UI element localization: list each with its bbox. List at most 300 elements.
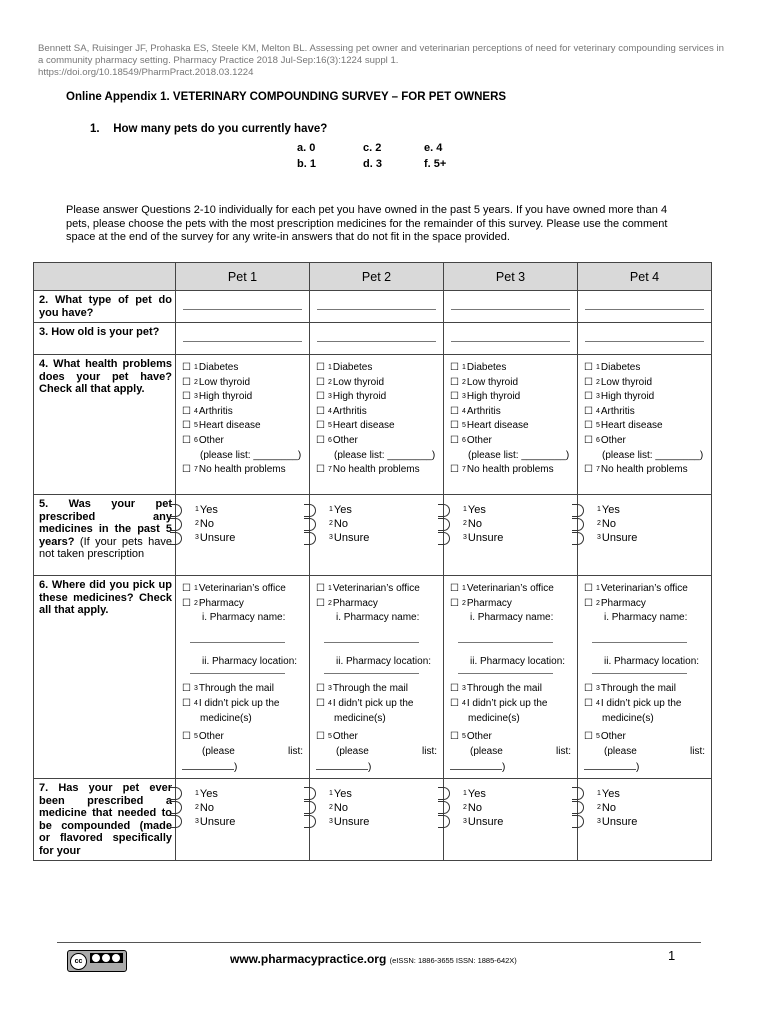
checkbox-icon[interactable]: ☐ [316, 391, 325, 403]
checkbox-icon[interactable]: ☐ [584, 464, 593, 476]
option-label: Through the mail [466, 683, 542, 695]
please-list-input[interactable] [316, 759, 441, 776]
issn: (eISSN: 1886-3655 ISSN: 1885-642X) [389, 956, 517, 965]
checkbox-icon[interactable]: ☐ [182, 420, 191, 432]
radio-circle-icon[interactable] [170, 801, 182, 814]
question-7-label: 7. Has your pet ever been prescribed a medicine that needed to be compounded (made or flavored specifically for your [34, 778, 176, 860]
option-number: 2 [461, 599, 466, 607]
radio-circle-icon[interactable] [438, 532, 450, 545]
checkbox-option[interactable] [584, 697, 709, 712]
please-list-field[interactable] [182, 745, 307, 760]
pharmacy-name-label: i. Pharmacy name: [470, 612, 554, 624]
option-number: 1 [195, 506, 199, 513]
checkbox-option[interactable] [316, 463, 441, 478]
radio-circle-icon[interactable] [572, 518, 584, 531]
checkbox-icon[interactable]: ☐ [182, 434, 191, 446]
creative-commons-logo [67, 950, 127, 972]
option-label: Low thyroid [332, 376, 385, 388]
compounded-options [176, 778, 310, 860]
question-4-label: 4. What health problems does your pet have? Check all that apply. [34, 355, 176, 495]
checkbox-option[interactable] [584, 434, 709, 449]
checkbox-option[interactable] [316, 405, 441, 420]
please-list-input[interactable] [450, 759, 575, 776]
option-label: Yes [467, 504, 486, 516]
pet-age-cell[interactable] [176, 323, 310, 355]
option-label: Yes [199, 504, 218, 516]
pet-type-cell[interactable] [444, 291, 578, 323]
checkbox-option[interactable] [584, 419, 709, 434]
checkbox-icon[interactable]: ☐ [182, 391, 191, 403]
option-number: 1 [193, 585, 198, 592]
checkbox-icon[interactable]: ☐ [316, 376, 325, 388]
radio-option[interactable] [170, 503, 307, 517]
option-number: 3 [329, 817, 333, 825]
checkbox-option[interactable] [182, 463, 307, 478]
checkbox-icon[interactable]: ☐ [450, 583, 459, 594]
option-label: Pharmacy [198, 597, 244, 609]
radio-circle-icon[interactable] [572, 801, 584, 814]
please-label: (please [470, 745, 503, 757]
checkbox-option[interactable] [182, 697, 307, 712]
checkbox-icon[interactable]: ☐ [316, 583, 325, 594]
option-number: 1 [463, 789, 467, 797]
pharmacy-name-label: i. Pharmacy name: [336, 612, 420, 624]
prescribed-options [444, 495, 578, 576]
option-number: 4 [193, 407, 198, 415]
close-paren: ) [502, 762, 506, 774]
question-1 [90, 123, 327, 135]
checkbox-option[interactable] [450, 730, 575, 745]
option-number: 7 [327, 466, 332, 474]
checkbox-option[interactable] [182, 419, 307, 434]
pet-type-cell[interactable] [578, 291, 712, 323]
pet-age-input[interactable] [451, 341, 570, 342]
option-label: Unsure [601, 815, 638, 828]
checkbox-icon[interactable]: ☐ [584, 434, 593, 446]
pharmacy-location-input[interactable] [324, 671, 419, 674]
list-label: list: [422, 745, 437, 757]
pharmacy-name-input[interactable] [190, 628, 285, 643]
radio-circle-icon[interactable] [572, 504, 584, 517]
blank-line[interactable] [316, 759, 368, 770]
checkbox-icon[interactable]: ☐ [450, 697, 459, 709]
pharmacy-name-label: i. Pharmacy name: [202, 612, 286, 624]
question-5-note: (If your pets have not taken prescription [39, 535, 172, 561]
option-label-continued: medicine(s) [200, 712, 252, 724]
option-label: Veterinarian’s office [466, 583, 554, 594]
radio-option[interactable] [438, 787, 575, 801]
checkbox-option[interactable] [316, 361, 441, 376]
radio-circle-icon[interactable] [304, 801, 316, 814]
checkbox-option[interactable] [584, 730, 709, 745]
radio-option[interactable] [572, 517, 709, 531]
radio-option[interactable] [304, 531, 441, 545]
radio-option[interactable] [438, 815, 575, 829]
checkbox-icon[interactable]: ☐ [450, 405, 459, 417]
radio-option[interactable] [170, 531, 307, 545]
checkbox-icon[interactable]: ☐ [316, 420, 325, 432]
option-label: Unsure [467, 815, 504, 828]
pharmacy-location-label: ii. Pharmacy location: [336, 655, 432, 667]
pet-age-input[interactable] [183, 341, 302, 342]
option-number: 3 [461, 393, 466, 401]
checkbox-icon[interactable]: ☐ [450, 362, 459, 373]
checkbox-option[interactable] [182, 597, 307, 612]
checkbox-icon[interactable]: ☐ [584, 731, 593, 743]
checkbox-icon[interactable]: ☐ [182, 731, 191, 743]
radio-circle-icon[interactable] [170, 815, 182, 828]
radio-option[interactable] [438, 531, 575, 545]
checkbox-icon[interactable]: ☐ [316, 697, 325, 709]
please-list-field[interactable]: (please list: ________) [334, 449, 436, 461]
checkbox-icon[interactable]: ☐ [450, 376, 459, 388]
question-6-label: 6. Where did you pick up these medicines? Check all that apply. [34, 576, 176, 779]
option-number: 1 [327, 364, 332, 371]
option-number: 2 [195, 520, 199, 527]
option-number: 1 [329, 506, 333, 513]
please-label: (please [202, 745, 235, 757]
checkbox-option[interactable] [450, 390, 575, 405]
pet-age-cell[interactable] [444, 323, 578, 355]
checkbox-option[interactable] [584, 361, 709, 376]
pet-type-input[interactable] [183, 309, 302, 310]
option-label: Heart disease [198, 420, 261, 432]
website-link[interactable]: www.pharmacypractice.org [230, 952, 387, 966]
option-number: 2 [597, 803, 601, 811]
checkbox-icon[interactable]: ☐ [450, 731, 459, 743]
checkbox-option[interactable] [316, 597, 441, 612]
radio-circle-icon[interactable] [304, 532, 316, 545]
checkbox-icon[interactable]: ☐ [584, 391, 593, 403]
question-1-number: 1. [90, 123, 100, 135]
pet-type-cell[interactable] [310, 291, 444, 323]
option-label: Other [466, 434, 492, 446]
checkbox-option[interactable] [584, 405, 709, 420]
please-list-field[interactable]: (please list: ________) [200, 449, 302, 461]
doi-link[interactable]: https://doi.org/10.18549/PharmPract.2018.03.1224 [38, 67, 254, 78]
radio-circle-icon[interactable] [438, 815, 450, 828]
please-list-field[interactable] [450, 745, 575, 760]
pharmacy-location-label: ii. Pharmacy location: [202, 655, 298, 667]
checkbox-icon[interactable]: ☐ [182, 697, 191, 709]
option-label: Heart disease [466, 420, 529, 432]
option-number: 3 [463, 534, 467, 541]
pickup-options [176, 576, 310, 779]
prescribed-options [176, 495, 310, 576]
checkbox-option[interactable] [316, 434, 441, 449]
option-label: High thyroid [466, 391, 521, 403]
option-number: 2 [463, 803, 467, 811]
pet-type-input[interactable] [451, 309, 570, 310]
radio-circle-icon[interactable] [572, 787, 584, 800]
checkbox-option[interactable] [584, 682, 709, 697]
radio-option[interactable] [572, 801, 709, 815]
q1-option-b[interactable]: b. 1 [297, 158, 316, 170]
pet-age-input[interactable] [585, 341, 704, 342]
pet-age-input[interactable] [317, 341, 436, 342]
option-number: 3 [329, 534, 333, 541]
checkbox-option[interactable] [450, 582, 575, 597]
option-number: 7 [595, 466, 600, 474]
radio-circle-icon[interactable] [572, 815, 584, 828]
radio-circle-icon[interactable] [438, 787, 450, 800]
option-label: Unsure [199, 815, 236, 828]
table-header-row [34, 263, 712, 291]
radio-circle-icon[interactable] [438, 518, 450, 531]
health-problems-options [444, 355, 578, 495]
radio-option[interactable] [170, 787, 307, 801]
option-number: 5 [461, 733, 466, 741]
checkbox-icon[interactable]: ☐ [316, 597, 325, 609]
option-label: No [333, 518, 348, 530]
pharmacy-name-label: i. Pharmacy name: [604, 612, 688, 624]
option-number: 6 [193, 436, 198, 444]
radio-circle-icon[interactable] [304, 815, 316, 828]
pet-type-input[interactable] [317, 309, 436, 310]
radio-circle-icon[interactable] [170, 787, 182, 800]
checkbox-option[interactable] [584, 582, 709, 597]
checkbox-option[interactable] [450, 434, 575, 449]
option-label: Other [332, 434, 358, 446]
pharmacy-name-input[interactable] [458, 628, 553, 643]
checkbox-option[interactable] [316, 697, 441, 712]
checkbox-option[interactable] [450, 697, 575, 712]
header-pet-1: Pet 1 [176, 263, 310, 291]
radio-option[interactable] [438, 517, 575, 531]
blank-line[interactable] [584, 759, 636, 770]
checkbox-option[interactable] [182, 434, 307, 449]
radio-circle-icon[interactable] [438, 801, 450, 814]
checkbox-option[interactable] [182, 390, 307, 405]
checkbox-icon[interactable]: ☐ [316, 731, 325, 743]
citation-text: Bennett SA, Ruisinger JF, Prohaska ES, Steele KM, Melton BL. Assessing pet owner and veterinarian perceptions of need for veterinary compounding services in a community pharmacy setting. Pharmacy Practice 2018 Jul-Sep:16(3):1224 suppl 1. [38, 43, 724, 66]
checkbox-option[interactable] [316, 582, 441, 597]
checkbox-icon[interactable]: ☐ [584, 362, 593, 373]
checkbox-option[interactable] [316, 419, 441, 434]
please-list-input[interactable] [584, 759, 709, 776]
checkbox-option[interactable] [450, 682, 575, 697]
close-paren: ) [368, 762, 372, 774]
radio-circle-icon[interactable] [170, 532, 182, 545]
option-label: Unsure [601, 532, 638, 544]
option-label: Diabetes [600, 362, 641, 373]
blank-line[interactable] [182, 759, 234, 770]
header-pet-4: Pet 4 [578, 263, 712, 291]
checkbox-icon[interactable]: ☐ [182, 683, 191, 695]
checkbox-option[interactable] [182, 582, 307, 597]
checkbox-option[interactable] [316, 376, 441, 391]
checkbox-option[interactable] [182, 405, 307, 420]
checkbox-icon[interactable]: ☐ [584, 697, 593, 709]
checkbox-icon[interactable]: ☐ [182, 583, 191, 594]
header-pet-2: Pet 2 [310, 263, 444, 291]
option-label: Diabetes [332, 362, 373, 373]
checkbox-icon[interactable]: ☐ [450, 434, 459, 446]
option-label: Unsure [333, 815, 370, 828]
radio-option[interactable] [170, 801, 307, 815]
pet-type-cell[interactable] [176, 291, 310, 323]
option-number: 3 [597, 817, 601, 825]
checkbox-option[interactable] [182, 361, 307, 376]
option-label: Pharmacy [466, 597, 512, 609]
checkbox-icon[interactable]: ☐ [316, 434, 325, 446]
checkbox-icon[interactable]: ☐ [450, 597, 459, 609]
checkbox-option[interactable] [584, 463, 709, 478]
q1-option-d[interactable]: d. 3 [363, 158, 382, 170]
pharmacy-location-input[interactable] [458, 671, 553, 674]
radio-option[interactable] [572, 787, 709, 801]
option-label: Arthritis [600, 405, 635, 417]
checkbox-icon[interactable]: ☐ [584, 597, 593, 609]
checkbox-option[interactable] [182, 376, 307, 391]
checkbox-icon[interactable]: ☐ [450, 683, 459, 695]
option-label: Heart disease [332, 420, 395, 432]
option-label: Yes [467, 787, 486, 800]
option-number: 4 [193, 699, 198, 707]
option-label: High thyroid [600, 391, 655, 403]
blank-line[interactable] [450, 759, 502, 770]
checkbox-option[interactable] [584, 390, 709, 405]
option-label: Diabetes [466, 362, 507, 373]
q1-option-c[interactable]: c. 2 [363, 142, 382, 154]
compounded-options [578, 778, 712, 860]
radio-circle-icon[interactable] [170, 518, 182, 531]
q1-option-e[interactable]: e. 4 [424, 142, 443, 154]
radio-circle-icon[interactable] [438, 504, 450, 517]
option-label: Low thyroid [466, 376, 519, 388]
option-number: 2 [329, 520, 333, 527]
checkbox-icon[interactable]: ☐ [182, 362, 191, 373]
radio-circle-icon[interactable] [304, 518, 316, 531]
checkbox-icon[interactable]: ☐ [584, 405, 593, 417]
checkbox-icon[interactable]: ☐ [450, 464, 459, 476]
option-label-continued: medicine(s) [468, 712, 520, 724]
pharmacy-name-input[interactable] [592, 628, 687, 643]
option-label: Other [198, 434, 224, 446]
option-label: Unsure [199, 532, 236, 544]
checkbox-icon[interactable]: ☐ [316, 405, 325, 417]
option-label: Other [466, 731, 492, 743]
option-label: Other [198, 731, 224, 743]
pharmacy-location-input[interactable] [592, 671, 687, 674]
please-list-input[interactable] [182, 759, 307, 776]
radio-circle-icon[interactable] [304, 504, 316, 517]
checkbox-icon[interactable]: ☐ [182, 405, 191, 417]
option-number: 4 [461, 699, 466, 707]
checkbox-option[interactable] [584, 376, 709, 391]
radio-option[interactable] [304, 801, 441, 815]
checkbox-icon[interactable]: ☐ [316, 362, 325, 373]
pharmacy-name-input[interactable] [324, 628, 419, 643]
checkbox-icon[interactable]: ☐ [182, 464, 191, 476]
please-list-field[interactable]: (please list: ________) [602, 449, 704, 461]
option-label: Through the mail [332, 683, 408, 695]
please-list-field[interactable]: (please list: ________) [468, 449, 570, 461]
checkbox-icon[interactable]: ☐ [450, 420, 459, 432]
checkbox-option[interactable] [316, 730, 441, 745]
question-2-label: 2. What type of pet do you have? [34, 291, 176, 323]
radio-option[interactable] [438, 503, 575, 517]
checkbox-option[interactable] [450, 419, 575, 434]
radio-circle-icon[interactable] [304, 787, 316, 800]
list-label: list: [690, 745, 705, 757]
pickup-options [578, 576, 712, 779]
row-question-4 [34, 355, 712, 495]
appendix-title: Online Appendix 1. VETERINARY COMPOUNDING SURVEY – FOR PET OWNERS [66, 91, 507, 103]
checkbox-icon[interactable]: ☐ [584, 583, 593, 594]
checkbox-icon[interactable]: ☐ [316, 464, 325, 476]
please-list-field[interactable] [584, 745, 709, 760]
checkbox-option[interactable] [450, 405, 575, 420]
radio-option[interactable] [304, 517, 441, 531]
option-number: 1 [193, 364, 198, 371]
radio-option[interactable] [170, 517, 307, 531]
checkbox-option[interactable] [450, 361, 575, 376]
radio-option[interactable] [572, 531, 709, 545]
close-paren: ) [234, 762, 238, 774]
checkbox-icon[interactable]: ☐ [316, 683, 325, 695]
pet-age-cell[interactable] [578, 323, 712, 355]
pet-type-input[interactable] [585, 309, 704, 310]
checkbox-option[interactable] [450, 376, 575, 391]
radio-option[interactable] [572, 815, 709, 829]
pharmacy-location-input[interactable] [190, 671, 285, 674]
header-pet-3: Pet 3 [444, 263, 578, 291]
pet-age-cell[interactable] [310, 323, 444, 355]
option-number: 2 [595, 599, 600, 607]
option-label: Other [600, 434, 626, 446]
radio-option[interactable] [304, 503, 441, 517]
by-nc-nd-icon [90, 953, 123, 963]
option-label: Through the mail [198, 683, 274, 695]
checkbox-icon[interactable]: ☐ [450, 391, 459, 403]
checkbox-option[interactable] [450, 597, 575, 612]
checkbox-icon[interactable]: ☐ [182, 376, 191, 388]
option-number: 4 [595, 407, 600, 415]
radio-option[interactable] [304, 815, 441, 829]
option-label: Pharmacy [332, 597, 378, 609]
please-list-field[interactable] [316, 745, 441, 760]
option-number: 3 [193, 393, 198, 401]
checkbox-icon[interactable]: ☐ [584, 683, 593, 695]
checkbox-icon[interactable]: ☐ [584, 420, 593, 432]
radio-option[interactable] [170, 815, 307, 829]
citation [38, 43, 724, 79]
q1-option-f[interactable]: f. 5+ [424, 158, 447, 170]
radio-option[interactable] [572, 503, 709, 517]
checkbox-option[interactable] [316, 682, 441, 697]
q1-option-a[interactable]: a. 0 [297, 142, 316, 154]
option-number: 3 [195, 534, 199, 541]
checkbox-option[interactable] [584, 597, 709, 612]
radio-circle-icon[interactable] [572, 532, 584, 545]
checkbox-option[interactable] [182, 682, 307, 697]
question-5-label [34, 495, 176, 576]
checkbox-option[interactable] [450, 463, 575, 478]
cc-icon: cc [70, 953, 87, 970]
radio-circle-icon[interactable] [170, 504, 182, 517]
row-question-7 [34, 778, 712, 860]
checkbox-icon[interactable]: ☐ [584, 376, 593, 388]
option-label: Arthritis [198, 405, 233, 417]
option-label: Diabetes [198, 362, 239, 373]
checkbox-option[interactable] [182, 730, 307, 745]
radio-option[interactable] [438, 801, 575, 815]
radio-option[interactable] [304, 787, 441, 801]
header-corner [34, 263, 176, 291]
checkbox-icon[interactable]: ☐ [182, 597, 191, 609]
checkbox-option[interactable] [316, 390, 441, 405]
